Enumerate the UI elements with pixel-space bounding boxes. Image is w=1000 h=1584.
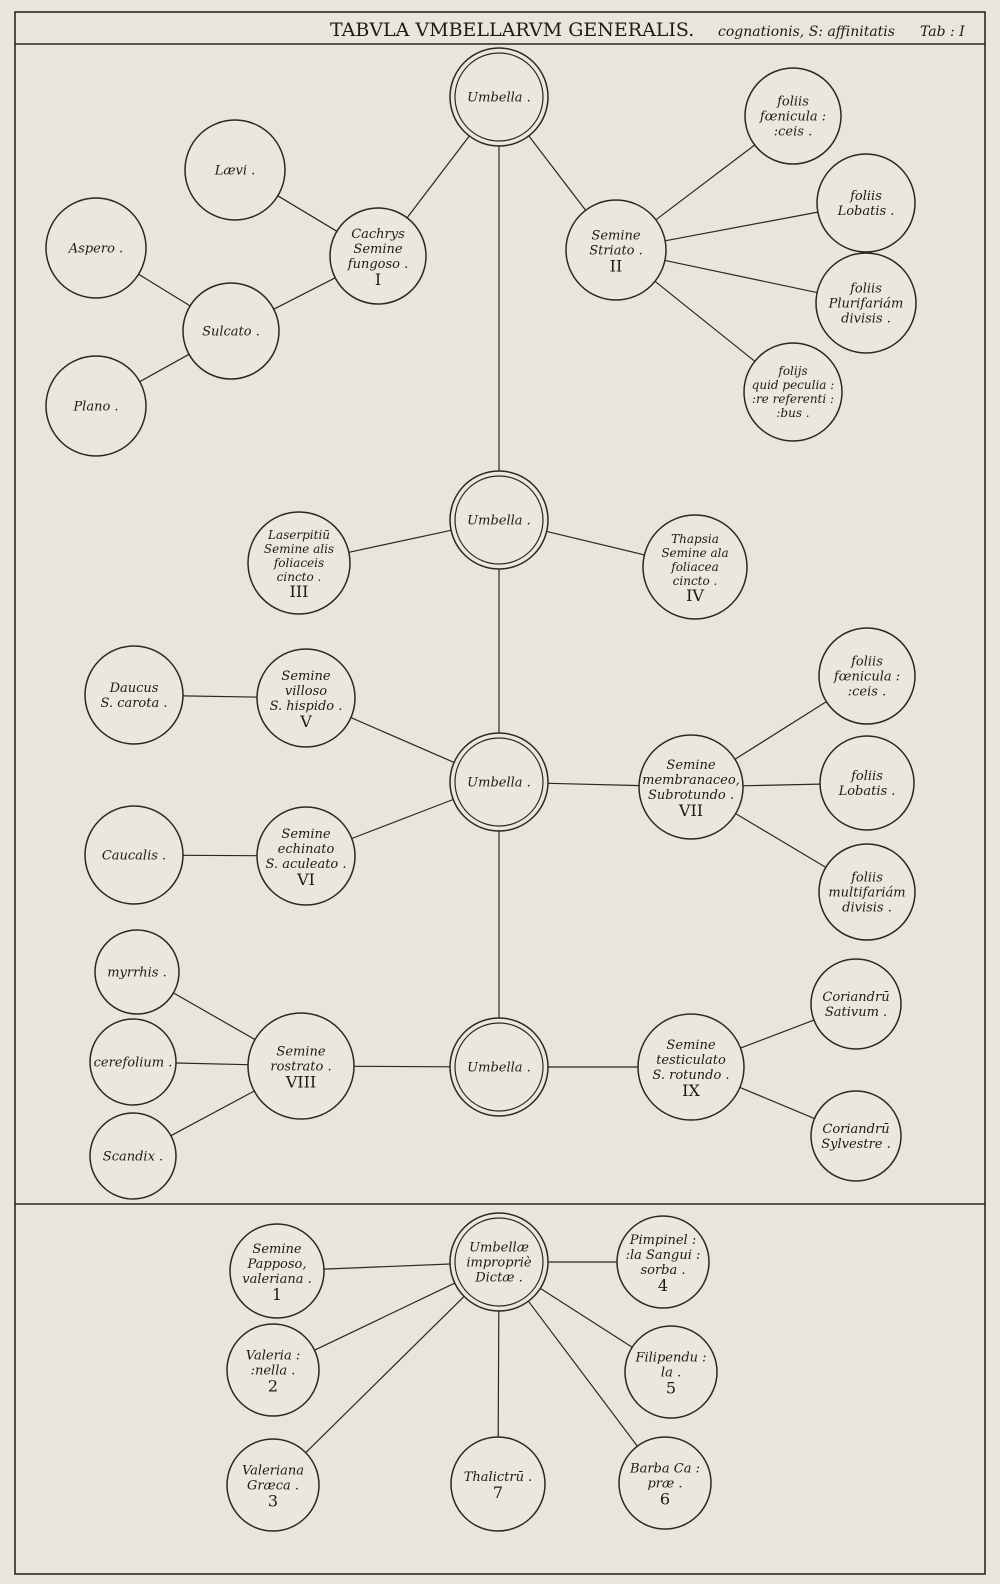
node-aspero (46, 198, 146, 298)
node-label: echinato (277, 842, 335, 857)
node-label: Sulcato . (202, 324, 260, 340)
node-caucalis (85, 806, 183, 904)
node-label: :nella . (250, 1363, 296, 1379)
node-foliis-foeniculaceis-2 (819, 628, 915, 724)
node-numeral: VI (297, 870, 315, 889)
node-cachrys (330, 208, 426, 304)
node-label: Barba Ca : (630, 1461, 700, 1477)
node-label: Pimpinel : (629, 1233, 697, 1248)
node-umbella-3 (450, 733, 548, 831)
node-label: Semine (276, 1044, 326, 1060)
node-numeral: III (289, 582, 309, 602)
node-label: foliis (850, 189, 882, 205)
node-label: Lobatis . (838, 784, 896, 799)
node-semine-villoso (257, 649, 355, 747)
node-foliis-plurifariam (816, 253, 916, 353)
node-label: foliaceis (273, 556, 325, 571)
node-label: :la Sangui : (625, 1248, 701, 1263)
node-label: :re referenti : (751, 392, 835, 407)
node-label: Daucus (109, 681, 159, 696)
node-label: Semine (666, 758, 716, 773)
node-label: Lævi . (214, 163, 256, 179)
node-cerefolium (90, 1019, 176, 1105)
node-umbellae-improprie (450, 1213, 548, 1311)
node-semine-testiculato (638, 1014, 744, 1120)
node-label: S. rotundo . (652, 1068, 730, 1083)
node-label: Scandix . (102, 1149, 164, 1165)
node-label: Umbella . (467, 513, 531, 529)
node-laevi (185, 120, 285, 220)
node-label: Umbella . (467, 90, 531, 106)
node-label: Semine (666, 1038, 716, 1053)
node-label: Caucalis . (101, 848, 167, 864)
node-label: foliis (851, 870, 883, 886)
node-label: cerefolium . (93, 1055, 173, 1071)
node-label: rostrato . (270, 1059, 332, 1075)
node-label: Sativum . (824, 1005, 888, 1020)
node-label: :bus . (776, 406, 810, 421)
node-scandix (90, 1113, 176, 1199)
node-thapsia (643, 515, 747, 619)
node-label: S. aculeato . (265, 857, 347, 872)
node-numeral: 6 (659, 1489, 671, 1509)
plate-subtitle: cognationis, S: affinitatis (718, 24, 895, 40)
node-semine-striato (566, 200, 666, 300)
node-label: multifariám (828, 885, 906, 901)
node-label: Thapsia (671, 532, 719, 547)
node-label: Coriandrū (822, 1122, 890, 1137)
node-label: fungoso . (347, 257, 409, 273)
node-filipendula (625, 1326, 717, 1418)
node-thalictrum (451, 1437, 545, 1531)
edge-umbella-4-to-semine-rostrato (354, 1066, 450, 1067)
node-label: la . (660, 1365, 682, 1381)
node-label: :ceis . (847, 684, 887, 700)
node-label: Semine ala (661, 546, 729, 561)
node-label: villoso (284, 684, 328, 699)
node-label: Cachrys (351, 227, 405, 243)
node-label: Semine (281, 827, 331, 842)
node-label: Plano . (73, 399, 119, 415)
node-foliis-lobatis-2 (820, 736, 914, 830)
node-label: fœnicula : (759, 109, 827, 125)
node-numeral: IV (686, 586, 704, 606)
node-label: S. carota . (100, 696, 168, 711)
node-umbella-1 (450, 48, 548, 146)
node-label: Laserpitiū (267, 528, 331, 543)
node-label: Lobatis . (837, 204, 895, 220)
node-foliis-multifariam (819, 844, 915, 940)
node-numeral: VIII (285, 1072, 317, 1092)
node-semine-echinato (257, 807, 355, 905)
node-barba-caprae (619, 1437, 711, 1529)
node-label: myrrhis . (107, 965, 167, 981)
node-label: quid peculia : (751, 378, 835, 393)
node-label: Valeria : (245, 1348, 301, 1364)
node-label: cincto . (672, 574, 718, 589)
node-label: Striato . (589, 243, 643, 259)
node-label: Umbella . (467, 775, 531, 791)
node-label: impropriè (466, 1255, 532, 1271)
node-numeral: IX (682, 1081, 700, 1100)
node-label: testiculato (656, 1053, 726, 1068)
node-label: foliacea (671, 560, 719, 575)
node-foliis-foeniculaceis-1 (745, 68, 841, 164)
node-label: Dictæ . (475, 1270, 523, 1286)
node-label: Græca . (246, 1478, 300, 1494)
node-label: Semine (353, 242, 403, 258)
node-label: Thalictrū . (463, 1470, 533, 1485)
node-label: divisis . (842, 900, 892, 916)
node-label: Umbellæ (469, 1240, 529, 1256)
node-label: Coriandrū (822, 990, 890, 1005)
node-numeral: 4 (657, 1276, 669, 1295)
node-numeral: I (374, 270, 382, 290)
node-semine-papposo (230, 1224, 324, 1318)
node-coriandrum-sativum (811, 959, 901, 1049)
node-label: Umbella . (467, 1060, 531, 1076)
node-foliis-quid-peculiare (744, 343, 842, 441)
node-numeral: II (609, 256, 623, 276)
node-laserpitium (248, 512, 350, 614)
node-label: Papposo, (247, 1257, 307, 1272)
node-coriandrum-sylvestre (811, 1091, 901, 1181)
plate-number: Tab : I (920, 24, 965, 40)
node-numeral: 7 (492, 1483, 504, 1502)
node-umbella-2 (450, 471, 548, 569)
node-label: foliis (850, 281, 882, 297)
node-valeriana-graeca (227, 1439, 319, 1531)
node-numeral: 5 (665, 1378, 677, 1398)
edge-umbellae-improprie-to-thalictrum (498, 1311, 499, 1437)
node-label: Semine (252, 1242, 302, 1257)
node-sulcato (183, 283, 279, 379)
node-label: Semine (591, 228, 641, 244)
node-label: Aspero . (68, 241, 124, 257)
node-label: Filipendu : (635, 1350, 707, 1366)
node-label: foliis (777, 94, 809, 110)
node-label: Plurifariám (828, 296, 904, 312)
node-numeral: 2 (267, 1376, 279, 1396)
node-label: Semine alis (263, 542, 335, 557)
node-label: folijs (778, 364, 808, 379)
node-label: divisis . (841, 311, 891, 327)
node-label: Valeriana (241, 1463, 305, 1479)
node-label: Semine (281, 669, 331, 684)
node-daucus (85, 646, 183, 744)
node-myrrhis (95, 930, 179, 1014)
node-label: foliis (851, 654, 883, 670)
node-semine-membranaceo (639, 735, 743, 839)
node-pimpinella (617, 1216, 709, 1308)
node-label: Sylvestre . (821, 1137, 891, 1152)
node-label: præ . (647, 1476, 683, 1492)
node-label: Subrotundo . (647, 788, 735, 803)
node-numeral: 1 (271, 1285, 283, 1304)
node-label: S. hispido . (269, 699, 343, 714)
node-umbella-4 (450, 1018, 548, 1116)
node-label: valeriana . (242, 1272, 312, 1287)
node-numeral: 3 (267, 1491, 279, 1511)
node-label: fœnicula : (833, 669, 901, 685)
node-foliis-lobatis-1 (817, 154, 915, 252)
node-label: foliis (851, 769, 883, 784)
node-plano (46, 356, 146, 456)
node-semine-rostrato (248, 1013, 354, 1119)
node-valerianella (227, 1324, 319, 1416)
node-label: membranaceo, (642, 773, 740, 788)
node-label: sorba . (640, 1263, 686, 1278)
node-label: :ceis . (773, 124, 813, 140)
node-numeral: V (300, 712, 312, 731)
plate-title: TABVLA VMBELLARVM GENERALIS. (330, 19, 695, 41)
node-numeral: VII (678, 801, 704, 820)
node-label: cincto . (276, 570, 322, 585)
